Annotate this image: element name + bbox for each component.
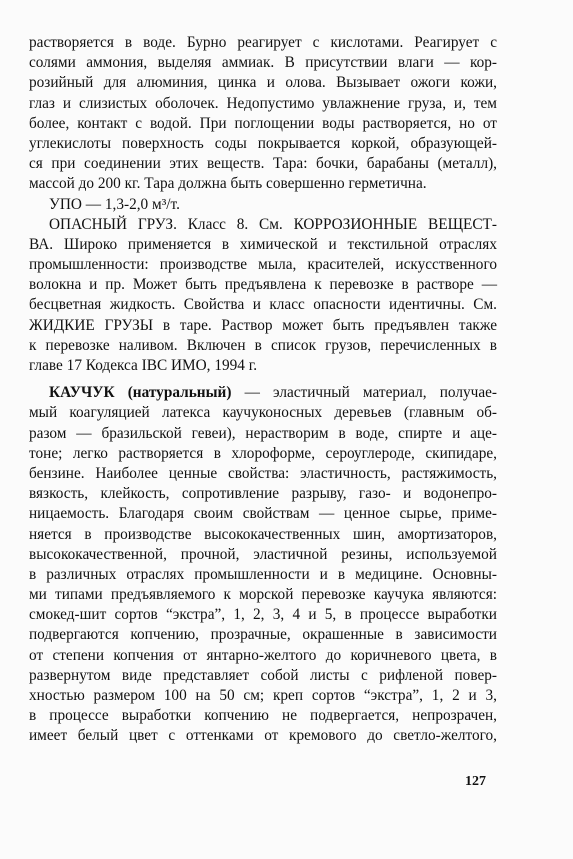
- text-line: ЖИДКИЕ ГРУЗЫ в таре. Раствор может быть предъявлен также: [29, 316, 497, 334]
- page-number: 127: [465, 774, 486, 789]
- entry-kauchuk: [29, 383, 497, 746]
- text-line: ся при соединении этих веществ. Тара: бочки, барабаны (металл),: [29, 155, 497, 173]
- text-line: имеет белый цвет с оттенками от кремового до светло-желтого,: [29, 727, 497, 745]
- text-line: высококачественной, прочной, эластичной резины, используемой: [29, 545, 497, 563]
- text-line: подвергаются копчению, прозрачные, окрашенные в зависимости: [29, 626, 497, 644]
- text-line: промышленности: производстве мыла, красителей, искусственного: [29, 256, 497, 274]
- text-line: глаз и слизистых оболочек. Недопустимо увлажнение груза, и, тем: [29, 94, 497, 112]
- text-line: более, контакт с водой. При поглощении воды растворяется, но от: [29, 114, 497, 132]
- entry-first-line: [29, 383, 497, 403]
- paragraph-1: [29, 33, 497, 195]
- text-line: в процессе выработки копчению не подвергается, непрозрачен,: [29, 707, 497, 725]
- text-line: главе 17 Кодекса IBC ИМО, 1994 г.: [29, 357, 258, 374]
- text-line: ми типами предъявляемого к морской перевозке каучука являются:: [29, 586, 497, 604]
- text-line: в различных отраслях промышленности и в медицине. Основны-: [29, 565, 497, 583]
- paragraph-2: [29, 215, 497, 377]
- text-line: развернутом виде представляет собой листы с рифленой повер-: [29, 666, 497, 684]
- text-line: смокед-шит сортов “экстра”, 1, 2, 3, 4 и 5, в процессе выработки: [29, 606, 497, 624]
- text-line: тоне; легко растворяется в хлороформе, сероуглероде, скипидаре,: [29, 444, 497, 462]
- text-line: от степени копчения от янтарно-желтого до коричневого цвета, в: [29, 646, 497, 664]
- text-line: углекислоты поверхность соды покрывается коркой, образующей-: [29, 134, 497, 152]
- text-line: няется в производстве высококачественных шин, амортизаторов,: [29, 525, 497, 543]
- text-line: вязкость, клейкость, сопротивление разрыву, газо- и водонепро-: [29, 485, 497, 503]
- text-line: ницаемость. Благодаря своим свойствам — ценное сырье, приме-: [29, 505, 497, 523]
- text-line: ВА. Широко применяется в химической и текстильной отраслях: [29, 235, 497, 253]
- text-line: розийный для алюминия, цинка и олова. Вызывает ожоги кожи,: [29, 74, 497, 92]
- entry-definition-start: — эластичный материал, получае-: [231, 384, 497, 402]
- text-line: к перевозке наливом. Включен в список грузов, перечисленных в: [29, 336, 497, 354]
- text-line: разом — бразильской гевеи), нерастворим в воде, спирте и аце-: [29, 424, 497, 442]
- entry-term: КАУЧУК (натуральный): [49, 384, 232, 402]
- page-text: [29, 33, 497, 747]
- text-line: волокна и пр. Может быть предъявлена к перевозке в растворе —: [29, 276, 497, 294]
- text-line: бесцветная жидкость. Свойства и класс опасности идентичны. См.: [29, 296, 497, 314]
- text-line: ОПАСНЫЙ ГРУЗ. Класс 8. См. КОРРОЗИОННЫЕ ВЕЩЕСТ-: [49, 215, 497, 233]
- text-line: бензине. Наиболее ценные свойства: эластичность, растяжимость,: [29, 464, 497, 482]
- upo-line: УПО — 1,3-2,0 м³/т.: [49, 195, 180, 213]
- text-line: солями аммония, выделяя аммиак. В присутствии влаги — кор-: [29, 54, 497, 72]
- text-line: хностью размером 100 на 50 см; креп сортов “экстра”, 1, 2 и 3,: [29, 687, 497, 704]
- text-line: мый коагуляцией латекса каучуконосных деревьев (главным об-: [29, 404, 497, 422]
- text-line: массой до 200 кг. Тара должна быть совершенно герметична.: [29, 175, 427, 193]
- text-line: растворяется в воде. Бурно реагирует с кислотами. Реагирует с: [29, 34, 497, 51]
- paragraph-gap: [29, 376, 497, 383]
